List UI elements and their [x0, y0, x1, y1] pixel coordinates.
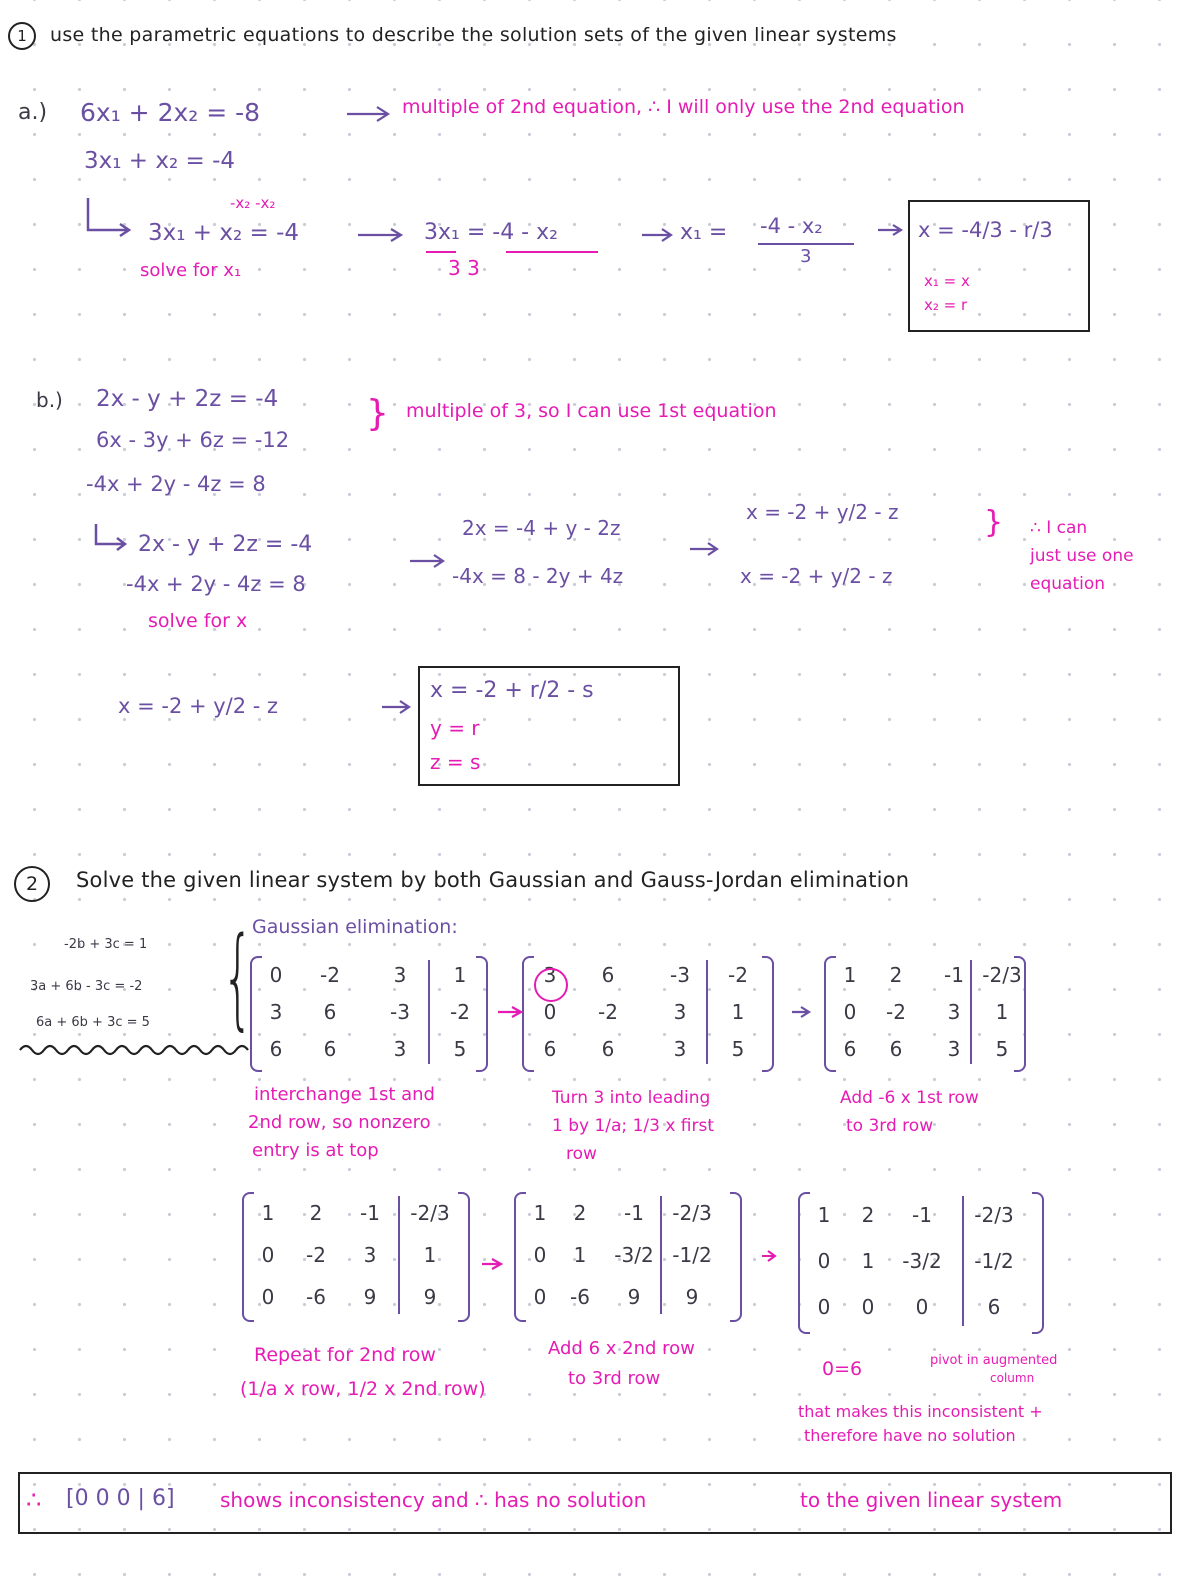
matrix-cell: 3: [947, 1037, 961, 1062]
q1a-eq1: 6x₁ + 2x₂ = -8: [80, 98, 261, 127]
note-2-line: 1 by 1/a; 1/3 x first: [552, 1116, 715, 1136]
note-4-line: Repeat for 2nd row: [254, 1344, 436, 1366]
q1b-answer-2: y = r: [430, 716, 480, 740]
matrix-cell: 3: [269, 1000, 283, 1024]
q1b-final-lhs: x = -2 + y/2 - z: [118, 694, 279, 718]
matrix-cell: -3: [670, 962, 690, 987]
matrix-cell: 6: [543, 1037, 557, 1062]
q1b-step-a1: 2x - y + 2z = -4: [138, 532, 313, 557]
matrix-cell: -3/2: [902, 1249, 942, 1273]
matrix-cell: 3: [393, 962, 407, 987]
conclusion-text-2: to the given linear system: [800, 1488, 1063, 1512]
matrix-cell: -2: [450, 1000, 470, 1024]
note-3-line: Add -6 x 1st row: [840, 1088, 979, 1108]
matrix-cell: 0: [261, 1243, 275, 1267]
note-7-line: that makes this inconsistent +: [798, 1402, 1043, 1421]
corner-arrow-icon: [92, 522, 130, 552]
matrix-cell: -1: [912, 1203, 932, 1227]
matrix-cell: 6: [843, 1037, 857, 1062]
q1b-eq3: -4x + 2y - 4z = 8: [86, 472, 266, 496]
note-2-line: row: [566, 1144, 597, 1164]
q1b-answer-1: x = -2 + r/2 - s: [430, 678, 594, 703]
matrix-cell: -1/2: [672, 1243, 712, 1267]
augment-divider: [428, 960, 430, 1064]
brace-icon: }: [366, 393, 389, 434]
q2-system-eq1: -2b + 3c = 1: [64, 937, 148, 952]
matrix-cell: 6: [601, 1037, 615, 1062]
arrow-icon: [496, 1004, 526, 1020]
matrix-cell: 1: [995, 1000, 1009, 1024]
matrix-cell: -1: [624, 1201, 644, 1225]
matrix-cell: -1: [944, 962, 964, 987]
matrix-cell: 0: [269, 962, 283, 987]
q1b-eq1: 2x - y + 2z = -4: [96, 386, 279, 412]
q1b-answer-box: [418, 666, 680, 786]
note-1-line: entry is at top: [252, 1140, 379, 1161]
q1a-answer-box: [908, 200, 1090, 332]
matrix-cell: 9: [423, 1285, 437, 1309]
note-5-line: to 3rd row: [568, 1368, 661, 1389]
matrix-cell: -2: [728, 962, 748, 987]
matrix-cell: -3/2: [614, 1243, 654, 1267]
matrix-cell: 0: [817, 1295, 831, 1319]
arrow-icon: [688, 540, 722, 558]
q1b-side-note-3: equation: [1030, 574, 1106, 594]
matrix-cell: 9: [627, 1285, 641, 1309]
note-6-line: pivot in augmented: [930, 1353, 1058, 1368]
pivot-circle: [534, 968, 568, 1002]
matrix-cell: 6: [269, 1037, 283, 1062]
augment-divider: [706, 960, 708, 1064]
matrix-right-bracket: [730, 1192, 742, 1322]
matrix-cell: -1: [360, 1201, 380, 1225]
arrow-icon: [640, 226, 676, 244]
conclusion-text-1: shows inconsistency and ∴ has no solution: [220, 1488, 647, 1512]
q1a-step2-num: 3x₁ = -4 - x₂: [424, 220, 558, 245]
note-6-eq: 0=6: [822, 1358, 863, 1380]
matrix-cell: 2: [861, 1203, 875, 1227]
matrix-cell: 5: [995, 1037, 1009, 1062]
q1b-step-a2: -4x + 2y - 4z = 8: [126, 572, 306, 596]
matrix-cell: 2: [889, 962, 903, 987]
matrix-cell: 1: [533, 1201, 547, 1225]
brace-icon: {: [222, 913, 254, 1041]
matrix-cell: 3: [393, 1037, 407, 1062]
matrix-cell: 3: [947, 1000, 961, 1024]
q1b-step-b2: -4x = 8 - 2y + 4z: [452, 564, 624, 588]
q2-heading: Solve the given linear system by both Gaussian and Gauss-Jordan elimination: [76, 868, 910, 892]
q1a-answer-1: x = -4/3 - r/3: [918, 218, 1053, 242]
brace-icon: }: [984, 505, 1004, 540]
q1a-step1: 3x₁ + x₂ = -4: [148, 220, 300, 246]
note-1-line: 2nd row, so nonzero: [248, 1112, 431, 1133]
arrow-icon: [876, 222, 906, 238]
matrix-cell: 5: [731, 1037, 745, 1062]
matrix-cell: -3: [390, 1000, 410, 1024]
q1b-side-note-2: just use one: [1030, 546, 1134, 566]
matrix-cell: 0: [861, 1295, 875, 1319]
conclusion-box: [18, 1472, 1172, 1534]
q1a-label: a.): [18, 100, 48, 125]
matrix-cell: 2: [573, 1201, 587, 1225]
arrow-icon: [345, 104, 393, 124]
q1a-note: multiple of 2nd equation, ∴ I will only use the 2nd equation: [402, 96, 965, 118]
matrix-cell: 1: [423, 1243, 437, 1267]
augmented-matrix: [250, 956, 488, 1068]
therefore-icon: ∴: [26, 1486, 42, 1514]
q1b-side-note-1: ∴ I can: [1030, 518, 1088, 538]
matrix-cell: -2: [320, 962, 340, 987]
q1b-note: multiple of 3, so I can use 1st equation: [406, 400, 777, 422]
note-2-line: Turn 3 into leading: [552, 1088, 711, 1108]
matrix-cell: 0: [543, 1000, 557, 1024]
matrix-cell: 0: [817, 1249, 831, 1273]
q1-heading: use the parametric equations to describe the solution sets of the given linear systems: [50, 24, 897, 46]
matrix-cell: 3: [363, 1243, 377, 1267]
matrix-right-bracket: [1032, 1192, 1044, 1334]
matrix-cell: 1: [453, 962, 467, 987]
conclusion-row: [0 0 0 | 6]: [66, 1486, 175, 1511]
arrow-icon: [380, 698, 414, 716]
note-7-line: therefore have no solution: [804, 1426, 1016, 1445]
matrix-cell: -6: [570, 1285, 590, 1309]
arrow-icon: [790, 1004, 814, 1020]
q1a-answer-2: x₁ = x: [924, 272, 970, 290]
q1a-answer-3: x₂ = r: [924, 296, 968, 314]
arrow-icon: [408, 552, 448, 570]
matrix-cell: 1: [573, 1243, 587, 1267]
gauss-label: Gaussian elimination:: [252, 916, 458, 938]
matrix-cell: -2/3: [410, 1201, 450, 1225]
matrix-cell: 9: [363, 1285, 377, 1309]
q1a-eq2: 3x₁ + x₂ = -4: [84, 148, 236, 174]
q1b-step-b1: 2x = -4 + y - 2z: [462, 516, 621, 540]
matrix-cell: 1: [731, 1000, 745, 1024]
arrow-icon: [480, 1256, 506, 1272]
matrix-cell: -6: [306, 1285, 326, 1309]
wavy-underline: [18, 1040, 250, 1058]
q1b-step-c1: x = -2 + y/2 - z: [746, 500, 899, 524]
q1b-step-note: solve for x: [148, 610, 248, 632]
augment-divider: [398, 1196, 400, 1314]
q1b-step-c2: x = -2 + y/2 - z: [740, 564, 893, 588]
corner-arrow-icon: [84, 196, 134, 238]
matrix-cell: 0: [915, 1295, 929, 1319]
matrix-cell: 6: [323, 1000, 337, 1024]
matrix-cell: 5: [453, 1037, 467, 1062]
matrix-cell: 0: [261, 1285, 275, 1309]
q1a-sub-marks: -x₂ -x₂: [230, 194, 276, 212]
q1a-step3-den: 3: [800, 246, 812, 267]
matrix-cell: 3: [543, 962, 557, 987]
matrix-cell: 1: [843, 962, 857, 987]
matrix-cell: 6: [601, 962, 615, 987]
arrow-icon: [760, 1248, 780, 1264]
matrix-cell: -1/2: [974, 1249, 1014, 1273]
q1b-label: b.): [36, 388, 63, 412]
matrix-cell: 0: [533, 1285, 547, 1309]
matrix-cell: 0: [533, 1243, 547, 1267]
augment-divider: [660, 1196, 662, 1314]
matrix-cell: 2: [309, 1201, 323, 1225]
matrix-cell: 6: [987, 1295, 1001, 1319]
note-5-line: Add 6 x 2nd row: [548, 1338, 695, 1359]
q1a-step1-note: solve for x₁: [140, 260, 242, 281]
matrix-cell: -2: [886, 1000, 906, 1024]
matrix-cell: -2: [306, 1243, 326, 1267]
matrix-cell: 3: [673, 1000, 687, 1024]
q1b-answer-3: z = s: [430, 750, 481, 774]
arrow-icon: [356, 226, 406, 244]
matrix-right-bracket: [762, 956, 774, 1072]
matrix-cell: -2: [598, 1000, 618, 1024]
matrix-cell: -2/3: [672, 1201, 712, 1225]
matrix-cell: 0: [843, 1000, 857, 1024]
matrix-cell: 3: [673, 1037, 687, 1062]
note-6-line: column: [990, 1371, 1035, 1385]
q1a-step3-num: -4 - x₂: [760, 214, 823, 238]
matrix-cell: 6: [889, 1037, 903, 1062]
augmented-matrix: [242, 1192, 470, 1318]
note-3-line: to 3rd row: [846, 1116, 934, 1136]
q1a-step3-lhs: x₁ =: [680, 220, 728, 245]
note-4-line: (1/a x row, 1/2 x 2nd row): [240, 1378, 486, 1400]
augment-divider: [962, 1196, 964, 1326]
augmented-matrix: [824, 956, 1026, 1068]
augmented-matrix: [514, 1192, 742, 1318]
q1-number: 1: [8, 22, 36, 50]
matrix-cell: -2/3: [974, 1203, 1014, 1227]
augmented-matrix: [798, 1192, 1044, 1330]
matrix-cell: 6: [323, 1037, 337, 1062]
note-1-line: interchange 1st and: [254, 1084, 435, 1105]
q2-system-eq2: 3a + 6b - 3c = -2: [30, 979, 143, 994]
q1a-step2-den: 3 3: [448, 256, 480, 280]
q2-system-eq3: 6a + 6b + 3c = 5: [36, 1015, 150, 1030]
matrix-cell: -2/3: [982, 962, 1022, 987]
matrix-right-bracket: [458, 1192, 470, 1322]
matrix-cell: 1: [817, 1203, 831, 1227]
q1b-eq2: 6x - 3y + 6z = -12: [96, 428, 290, 452]
matrix-cell: 1: [861, 1249, 875, 1273]
q2-number: 2: [14, 866, 50, 902]
matrix-cell: 9: [685, 1285, 699, 1309]
matrix-cell: 1: [261, 1201, 275, 1225]
